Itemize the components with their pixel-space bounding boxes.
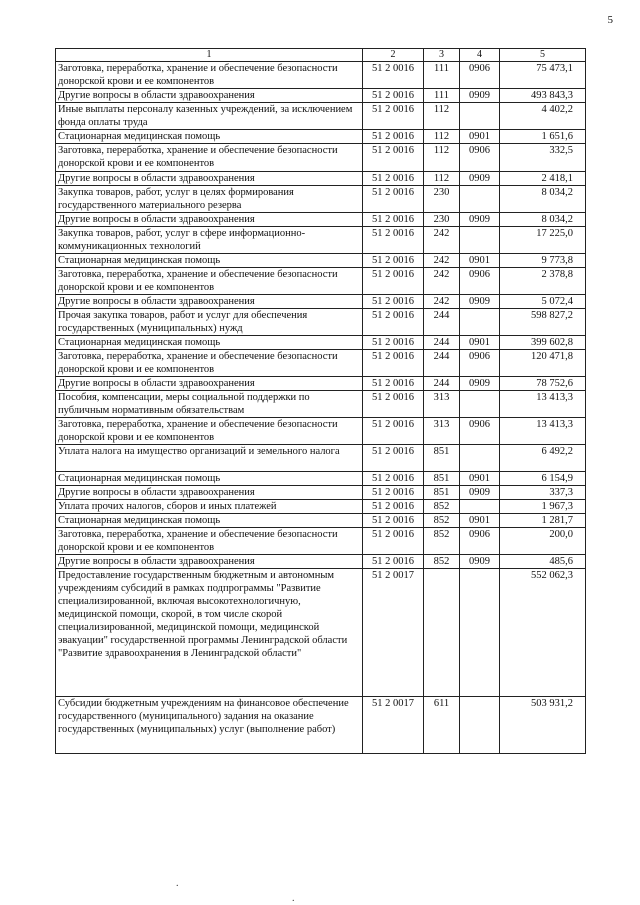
row-expense-type-cell: 112: [424, 172, 460, 186]
table-row: [56, 309, 586, 336]
row-name-cell: Стационарная медицинская помощь: [56, 254, 363, 268]
row-name-cell: Другие вопросы в области здравоохранения: [56, 555, 363, 569]
row-section-cell: 0909: [460, 89, 500, 103]
row-sum-cell: 13 413,3: [500, 391, 586, 418]
row-sum-cell: 493 843,3: [500, 89, 586, 103]
row-name-cell: Пособия, компенсации, меры социальной поддержки по публичным нормативным обязательствам: [56, 391, 363, 418]
row-code-cell: 51 2 0016: [363, 295, 424, 309]
row-sum-cell: 485,6: [500, 555, 586, 569]
row-sum-cell: 4 402,2: [500, 103, 586, 130]
row-sum-cell: 8 034,2: [500, 186, 586, 213]
row-expense-type-cell: 313: [424, 418, 460, 445]
row-code-cell: 51 2 0016: [363, 555, 424, 569]
row-expense-type-cell: 851: [424, 486, 460, 500]
row-sum-cell: 9 773,8: [500, 254, 586, 268]
header-col-5: 5: [500, 49, 586, 62]
row-section-cell: 0906: [460, 528, 500, 555]
row-sum-cell: 2 418,1: [500, 172, 586, 186]
row-expense-type-cell: 112: [424, 130, 460, 144]
table-row: [56, 528, 586, 555]
row-name-cell: Уплата прочих налогов, сборов и иных платежей: [56, 500, 363, 514]
table-row: [56, 89, 586, 103]
table-row: [56, 697, 586, 754]
row-name-cell: Предоставление государственным бюджетным и автономным учреждениям субсидий в рамках подпрограммы "Развитие специализированной, включая высокотехнологичную, медицинской помощи, скорой, в том числе скорой специализированной, медицинской помощи, медицинской эвакуации" государственной программы Ленинградской области "Развитие здравоохранения в Ленинградской области": [56, 569, 363, 697]
header-col-3: 3: [424, 49, 460, 62]
row-code-cell: 51 2 0016: [363, 62, 424, 89]
row-sum-cell: 399 602,8: [500, 336, 586, 350]
row-code-cell: 51 2 0017: [363, 569, 424, 697]
row-name-cell: Заготовка, переработка, хранение и обеспечение безопасности донорской крови и ее компонентов: [56, 350, 363, 377]
table-row: [56, 268, 586, 295]
table-row: [56, 144, 586, 172]
header-col-2: 2: [363, 49, 424, 62]
table-row: [56, 555, 586, 569]
row-code-cell: 51 2 0016: [363, 103, 424, 130]
table-row: [56, 445, 586, 472]
row-section-cell: [460, 569, 500, 697]
row-code-cell: 51 2 0016: [363, 336, 424, 350]
table-row: [56, 350, 586, 377]
row-sum-cell: 6 154,9: [500, 472, 586, 486]
row-section-cell: [460, 391, 500, 418]
row-section-cell: [460, 500, 500, 514]
row-sum-cell: 8 034,2: [500, 213, 586, 227]
row-name-cell: Стационарная медицинская помощь: [56, 514, 363, 528]
table-row: [56, 514, 586, 528]
row-name-cell: Другие вопросы в области здравоохранения: [56, 295, 363, 309]
row-section-cell: 0909: [460, 213, 500, 227]
row-code-cell: 51 2 0016: [363, 89, 424, 103]
row-expense-type-cell: 313: [424, 391, 460, 418]
row-code-cell: 51 2 0016: [363, 500, 424, 514]
row-section-cell: 0901: [460, 472, 500, 486]
row-section-cell: 0901: [460, 336, 500, 350]
row-code-cell: 51 2 0016: [363, 254, 424, 268]
row-sum-cell: 75 473,1: [500, 62, 586, 89]
row-code-cell: 51 2 0016: [363, 213, 424, 227]
row-sum-cell: 6 492,2: [500, 445, 586, 472]
row-code-cell: 51 2 0016: [363, 227, 424, 254]
row-section-cell: [460, 186, 500, 213]
row-expense-type-cell: 242: [424, 254, 460, 268]
row-sum-cell: 1 281,7: [500, 514, 586, 528]
table-row: [56, 391, 586, 418]
row-sum-cell: 17 225,0: [500, 227, 586, 254]
row-expense-type-cell: 242: [424, 268, 460, 295]
table-row: [56, 500, 586, 514]
row-name-cell: Заготовка, переработка, хранение и обеспечение безопасности донорской крови и ее компонентов: [56, 268, 363, 295]
row-section-cell: [460, 309, 500, 336]
row-section-cell: [460, 103, 500, 130]
row-sum-cell: 13 413,3: [500, 418, 586, 445]
row-sum-cell: 337,3: [500, 486, 586, 500]
row-name-cell: Закупка товаров, работ, услуг в целях формирования государственного материального резерва: [56, 186, 363, 213]
row-expense-type-cell: [424, 569, 460, 697]
row-code-cell: 51 2 0016: [363, 528, 424, 555]
row-section-cell: 0901: [460, 514, 500, 528]
row-code-cell: 51 2 0017: [363, 697, 424, 754]
row-name-cell: Иные выплаты персоналу казенных учреждений, за исключением фонда оплаты труда: [56, 103, 363, 130]
page-number: 5: [607, 14, 613, 26]
table-row: [56, 486, 586, 500]
row-expense-type-cell: 244: [424, 309, 460, 336]
row-name-cell: Стационарная медицинская помощь: [56, 336, 363, 350]
row-sum-cell: 598 827,2: [500, 309, 586, 336]
header-col-1: 1: [56, 49, 363, 62]
row-code-cell: 51 2 0016: [363, 144, 424, 172]
row-name-cell: Другие вопросы в области здравоохранения: [56, 213, 363, 227]
row-expense-type-cell: 611: [424, 697, 460, 754]
table-row: [56, 213, 586, 227]
row-section-cell: [460, 445, 500, 472]
row-name-cell: Стационарная медицинская помощь: [56, 472, 363, 486]
row-sum-cell: 2 378,8: [500, 268, 586, 295]
row-sum-cell: 5 072,4: [500, 295, 586, 309]
row-expense-type-cell: 242: [424, 295, 460, 309]
table-row: [56, 377, 586, 391]
table-row: [56, 130, 586, 144]
table-row: [56, 295, 586, 309]
table-row: [56, 172, 586, 186]
row-sum-cell: 200,0: [500, 528, 586, 555]
row-section-cell: 0901: [460, 254, 500, 268]
row-name-cell: Заготовка, переработка, хранение и обеспечение безопасности донорской крови и ее компонентов: [56, 528, 363, 555]
row-code-cell: 51 2 0016: [363, 472, 424, 486]
row-expense-type-cell: 852: [424, 528, 460, 555]
row-expense-type-cell: 112: [424, 103, 460, 130]
table-row: [56, 227, 586, 254]
table-row: [56, 62, 586, 89]
row-section-cell: 0909: [460, 377, 500, 391]
row-code-cell: 51 2 0016: [363, 377, 424, 391]
row-expense-type-cell: 111: [424, 62, 460, 89]
row-expense-type-cell: 851: [424, 472, 460, 486]
row-code-cell: 51 2 0016: [363, 418, 424, 445]
row-expense-type-cell: 851: [424, 445, 460, 472]
row-code-cell: 51 2 0016: [363, 268, 424, 295]
row-sum-cell: 120 471,8: [500, 350, 586, 377]
row-sum-cell: 503 931,2: [500, 697, 586, 754]
row-section-cell: 0901: [460, 130, 500, 144]
row-expense-type-cell: 852: [424, 514, 460, 528]
row-code-cell: 51 2 0016: [363, 486, 424, 500]
row-code-cell: 51 2 0016: [363, 445, 424, 472]
row-name-cell: Прочая закупка товаров, работ и услуг для обеспечения государственных (муниципальных) нужд: [56, 309, 363, 336]
row-sum-cell: 1 651,6: [500, 130, 586, 144]
row-section-cell: 0906: [460, 418, 500, 445]
row-expense-type-cell: 244: [424, 336, 460, 350]
table-row: [56, 418, 586, 445]
row-code-cell: 51 2 0016: [363, 186, 424, 213]
row-name-cell: Другие вопросы в области здравоохранения: [56, 89, 363, 103]
row-sum-cell: 552 062,3: [500, 569, 586, 697]
row-code-cell: 51 2 0016: [363, 309, 424, 336]
row-sum-cell: 78 752,6: [500, 377, 586, 391]
row-expense-type-cell: 242: [424, 227, 460, 254]
row-name-cell: Закупка товаров, работ, услуг в сфере информационно-коммуникационных технологий: [56, 227, 363, 254]
row-section-cell: 0906: [460, 350, 500, 377]
row-name-cell: Другие вопросы в области здравоохранения: [56, 172, 363, 186]
row-name-cell: Заготовка, переработка, хранение и обеспечение безопасности донорской крови и ее компонентов: [56, 144, 363, 172]
row-name-cell: Другие вопросы в области здравоохранения: [56, 486, 363, 500]
row-section-cell: 0909: [460, 172, 500, 186]
row-section-cell: [460, 697, 500, 754]
row-code-cell: 51 2 0016: [363, 391, 424, 418]
row-name-cell: Заготовка, переработка, хранение и обеспечение безопасности донорской крови и ее компонентов: [56, 62, 363, 89]
budget-table: [55, 48, 586, 754]
row-name-cell: Уплата налога на имущество организаций и земельного налога: [56, 445, 363, 472]
scan-mark: .: [176, 878, 179, 889]
row-section-cell: 0909: [460, 555, 500, 569]
row-sum-cell: 1 967,3: [500, 500, 586, 514]
row-name-cell: Стационарная медицинская помощь: [56, 130, 363, 144]
table-header-row: [56, 49, 586, 62]
row-name-cell: Субсидии бюджетным учреждениям на финансовое обеспечение государственного (муниципального) задания на оказание государственных (муниципальных) услуг (выполнение работ): [56, 697, 363, 754]
row-section-cell: 0906: [460, 144, 500, 172]
row-section-cell: 0909: [460, 486, 500, 500]
row-code-cell: 51 2 0016: [363, 172, 424, 186]
table-row: [56, 103, 586, 130]
header-col-4: 4: [460, 49, 500, 62]
row-expense-type-cell: 244: [424, 377, 460, 391]
row-expense-type-cell: 852: [424, 500, 460, 514]
row-name-cell: Другие вопросы в области здравоохранения: [56, 377, 363, 391]
scan-mark: .: [292, 893, 295, 904]
row-expense-type-cell: 230: [424, 186, 460, 213]
table-row: [56, 336, 586, 350]
row-code-cell: 51 2 0016: [363, 130, 424, 144]
row-expense-type-cell: 112: [424, 144, 460, 172]
table-row: [56, 472, 586, 486]
row-code-cell: 51 2 0016: [363, 514, 424, 528]
row-section-cell: 0909: [460, 295, 500, 309]
row-code-cell: 51 2 0016: [363, 350, 424, 377]
row-sum-cell: 332,5: [500, 144, 586, 172]
row-section-cell: 0906: [460, 62, 500, 89]
row-section-cell: 0906: [460, 268, 500, 295]
row-expense-type-cell: 852: [424, 555, 460, 569]
table-row: [56, 254, 586, 268]
row-expense-type-cell: 230: [424, 213, 460, 227]
table-row: [56, 186, 586, 213]
row-section-cell: [460, 227, 500, 254]
row-expense-type-cell: 244: [424, 350, 460, 377]
table-row: [56, 569, 586, 697]
row-expense-type-cell: 111: [424, 89, 460, 103]
row-name-cell: Заготовка, переработка, хранение и обеспечение безопасности донорской крови и ее компонентов: [56, 418, 363, 445]
